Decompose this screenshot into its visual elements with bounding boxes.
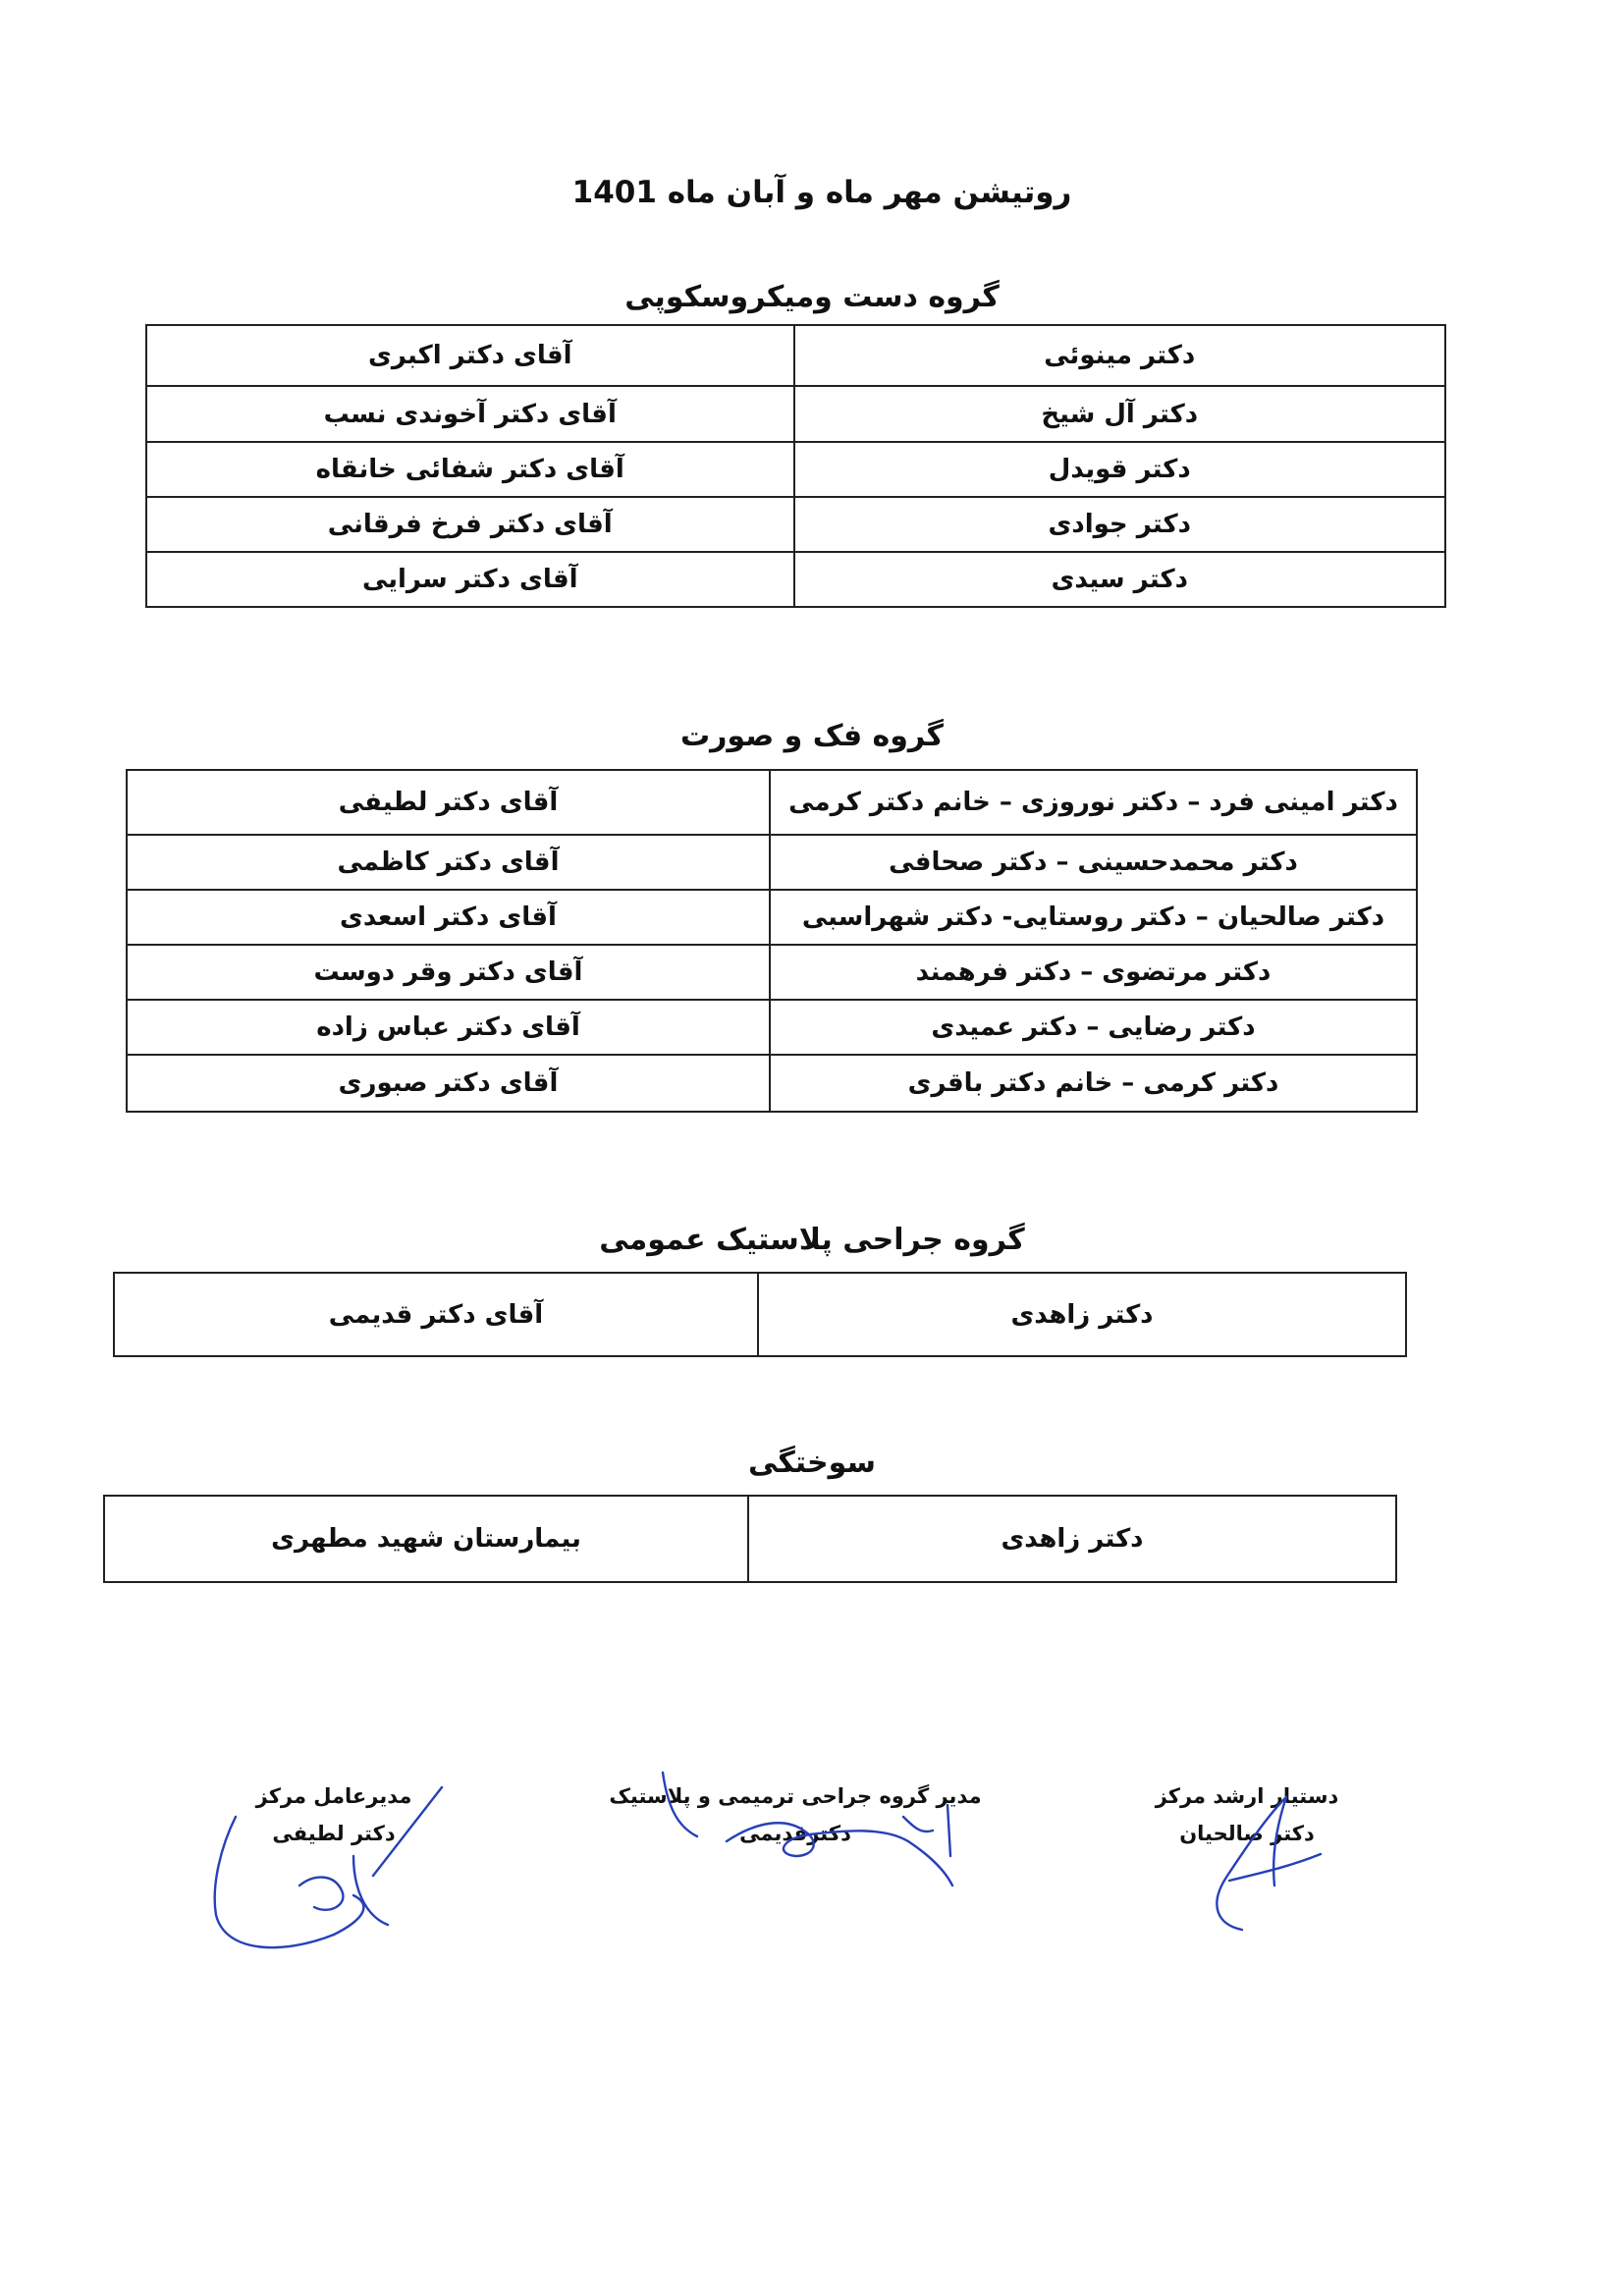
attending-cell: آقای دکتر لطیفی xyxy=(127,770,770,835)
resident-cell: دکتر کرمی – خانم دکتر باقری xyxy=(770,1055,1417,1112)
signature-block-chief-resident xyxy=(1139,1777,1355,1852)
table-general-plastic xyxy=(113,1272,1407,1357)
attending-cell: آقای دکتر کاظمی xyxy=(127,835,770,890)
table-row xyxy=(104,1496,1396,1582)
attending-cell: آقای دکتر صبوری xyxy=(127,1055,770,1112)
table-maxillofacial xyxy=(126,769,1418,1113)
resident-cell: دکتر مینوئی xyxy=(794,325,1446,386)
resident-cell: دکتر آل شیخ xyxy=(794,386,1446,442)
table-row xyxy=(146,497,1445,552)
table-row xyxy=(114,1273,1406,1356)
table-hand-microscopy xyxy=(145,324,1446,608)
attending-cell: آقای دکتر سرایی xyxy=(146,552,794,607)
handwritten-signature-icon xyxy=(609,1748,982,1925)
table-row xyxy=(127,890,1417,945)
signature-name: دکتر لطیفی xyxy=(272,1822,396,1845)
handwritten-signature-icon xyxy=(1139,1758,1355,1954)
attending-cell: آقای دکتر عباس زاده xyxy=(127,1000,770,1055)
resident-cell: دکتر رضایی – دکتر عمیدی xyxy=(770,1000,1417,1055)
resident-cell: دکتر سیدی xyxy=(794,552,1446,607)
resident-cell: دکتر زاهدی xyxy=(748,1496,1396,1582)
signature-name: دکتر صالحیان xyxy=(1179,1822,1315,1845)
table-burn xyxy=(103,1495,1397,1583)
attending-cell: آقای دکتر آخوندی نسب xyxy=(146,386,794,442)
signature-block-department-head xyxy=(609,1777,982,1852)
attending-cell: آقای دکتر قدیمی xyxy=(114,1273,758,1356)
table-row xyxy=(127,835,1417,890)
handwritten-signature-icon xyxy=(206,1758,461,1984)
signature-role: مدیر گروه جراحی ترمیمی و پلاستیک xyxy=(609,1784,982,1808)
table-row xyxy=(127,770,1417,835)
signature-role: دستیار ارشد مرکز xyxy=(1155,1784,1339,1808)
resident-cell: دکتر مرتضوی – دکتر فرهمند xyxy=(770,945,1417,1000)
page-title: روتیشن مهر ماه و آبان ماه 1401 xyxy=(571,175,1072,210)
section-heading-burn: سوختگی xyxy=(748,1446,876,1480)
table-row xyxy=(146,442,1445,497)
table-row xyxy=(127,1055,1417,1112)
attending-cell: آقای دکتر وقر دوست xyxy=(127,945,770,1000)
resident-cell: دکتر زاهدی xyxy=(758,1273,1406,1356)
attending-cell: بیمارستان شهید مطهری xyxy=(104,1496,748,1582)
attending-cell: آقای دکتر اکبری xyxy=(146,325,794,386)
signature-name: دکترقدیمی xyxy=(739,1822,851,1845)
attending-cell: آقای دکتر شفائی خانقاه xyxy=(146,442,794,497)
table-row xyxy=(146,386,1445,442)
table-row xyxy=(146,325,1445,386)
table-row xyxy=(146,552,1445,607)
resident-cell: دکتر جوادی xyxy=(794,497,1446,552)
resident-cell: دکتر صالحیان – دکتر روستایی- دکتر شهراسبی xyxy=(770,890,1417,945)
resident-cell: دکتر قویدل xyxy=(794,442,1446,497)
table-row xyxy=(127,1000,1417,1055)
attending-cell: آقای دکتر اسعدی xyxy=(127,890,770,945)
section-heading-maxillofacial: گروه فک و صورت xyxy=(679,719,945,753)
signature-block-ceo xyxy=(206,1777,461,1852)
signature-role: مدیرعامل مرکز xyxy=(255,1784,412,1808)
attending-cell: آقای دکتر فرخ فرقانی xyxy=(146,497,794,552)
resident-cell: دکتر امینی فرد – دکتر نوروزی – خانم دکتر کرمی xyxy=(770,770,1417,835)
section-heading-general-plastic: گروه جراحی پلاستیک عمومی xyxy=(599,1223,1025,1257)
resident-cell: دکتر محمدحسینی – دکتر صحافی xyxy=(770,835,1417,890)
section-heading-hand-microscopy: گروه دست ومیکروسکوپی xyxy=(624,280,1000,314)
table-row xyxy=(127,945,1417,1000)
